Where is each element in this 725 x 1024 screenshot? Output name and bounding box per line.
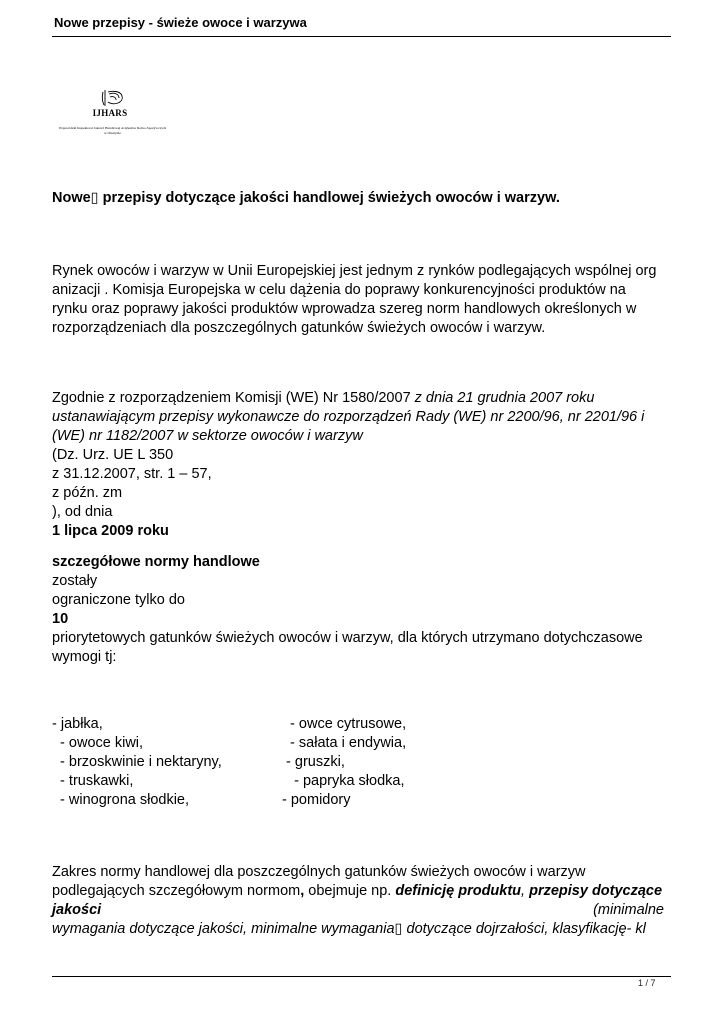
- logo-caption: [50, 126, 175, 136]
- text-span: (minimalne: [593, 902, 664, 918]
- logo-caption-line: Wojewódzki Inspektorat Jakości Handlowej Artykułów Rolno-Spożywczych: [58, 126, 167, 130]
- text-line: rynku oraz poprawy jakości produktów wprowadza szereg norm handlowych określonych w: [52, 301, 637, 317]
- page-number: 1 / 7: [638, 978, 656, 988]
- text-line: ), od dnia: [52, 504, 113, 520]
- text-line: rozporządzeniach dla poszczególnych gatunków świeżych owoców i warzyw.: [52, 320, 546, 336]
- text-line: anizacji . Komisja Europejska w celu dążenia do poprawy konkurencyjności produktów na: [52, 282, 626, 298]
- list-item: - owce cytrusowe,: [282, 716, 407, 732]
- footer-divider: [52, 976, 671, 977]
- ijhars-emblem-icon: [50, 86, 180, 126]
- text-span: definicję produktu: [395, 883, 522, 899]
- text-line: z późn. zm: [52, 485, 123, 501]
- text-line: 10: [52, 611, 69, 627]
- text-line: ustanawiającym przepisy wykonawcze do rozporządzeń Rady (WE) nr 2200/96, nr 2201/96 i: [52, 409, 645, 425]
- list-item: - winogrona słodkie,: [52, 792, 190, 808]
- list-item: - gruszki,: [282, 754, 345, 770]
- intro-paragraph: [52, 262, 677, 338]
- text-line: zostały: [52, 573, 98, 589]
- text-span: przepisy dotyczące: [529, 883, 663, 899]
- text-span: z dnia 21 grudnia 2007 roku: [414, 390, 595, 406]
- text-span: ,: [521, 883, 530, 899]
- norms-paragraph: [52, 553, 677, 667]
- logo-caption-line: w Olsztynie: [104, 131, 121, 135]
- list-item: - jabłka,: [52, 716, 103, 732]
- text-line: [52, 389, 677, 408]
- text-line: szczegółowe normy handlowe: [52, 554, 260, 570]
- text-line: [52, 901, 664, 920]
- header-divider: [52, 36, 671, 37]
- text-line: 1 lipca 2009 roku: [52, 523, 169, 539]
- list-item: - papryka słodka,: [282, 773, 405, 789]
- text-span: Zgodnie z rozporządzeniem Komisji (WE) Nr 1580/2007: [52, 390, 415, 406]
- list-item: - truskawki,: [52, 773, 134, 789]
- page-header-title: Nowe przepisy - świeże owoce i warzywa: [54, 15, 307, 30]
- produce-list-left: [52, 715, 282, 810]
- text-line: Rynek owoców i warzyw w Unii Europejskiej jest jednym z rynków podlegających wspólnej org: [52, 263, 657, 279]
- text-line: wymogi tj:: [52, 649, 117, 665]
- text-line: ograniczone tylko do: [52, 592, 185, 608]
- logo-name: IJHARS: [92, 108, 128, 118]
- ijhars-logo: [50, 86, 180, 152]
- produce-list-right: [282, 715, 482, 810]
- list-item: - sałata i endywia,: [282, 735, 407, 751]
- text-line: priorytetowych gatunków świeżych owoców i warzyw, dla których utrzymano dotychczasowe: [52, 630, 643, 646]
- text-span: jakości: [52, 902, 102, 918]
- text-line: (WE) nr 1182/2007 w sektorze owoców i warzyw: [52, 428, 363, 444]
- text-line: Zakres normy handlowej dla poszczególnych gatunków świeżych owoców i warzyw: [52, 864, 586, 880]
- text-span: ,: [300, 883, 305, 899]
- article-heading: Nowe▯ przepisy dotyczące jakości handlowej świeżych owoców i warzyw.: [52, 190, 560, 206]
- text-line: wymagania dotyczące jakości, minimalne wymagania▯ dotyczące dojrzałości, klasyfikację- kl: [52, 921, 646, 937]
- regulation-paragraph: [52, 389, 677, 541]
- text-line: [52, 882, 677, 901]
- text-span: obejmuje np.: [304, 883, 396, 899]
- list-item: - brzoskwinie i nektaryny,: [52, 754, 222, 770]
- scope-paragraph: [52, 863, 677, 939]
- list-item: - owoce kiwi,: [52, 735, 144, 751]
- text-line: z 31.12.2007, str. 1 – 57,: [52, 466, 212, 482]
- list-item: - pomidory: [282, 792, 351, 808]
- text-line: (Dz. Urz. UE L 350: [52, 447, 174, 463]
- text-span: podlegających szczegółowym normom: [52, 883, 301, 899]
